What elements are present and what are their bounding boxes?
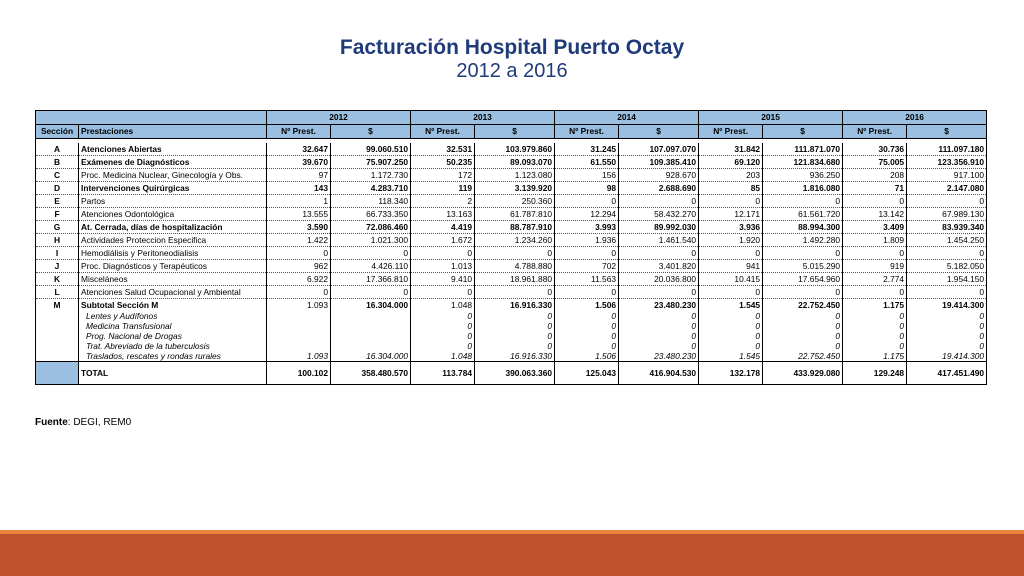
prestacion-name: Proc. Medicina Nuclear, Ginecología y Obs. [79,169,267,182]
billing-table-container [35,110,986,385]
amount-cell: 4.788.880 [475,260,555,273]
amount-cell: 17.366.810 [331,273,411,286]
source-text: : DEGI, REM0 [67,417,132,428]
prest-count-cell: 0 [411,286,475,299]
prest-count-cell: 1.175 [843,299,907,312]
prest-count-cell: 0 [843,195,907,208]
prest-count-cell: 919 [843,260,907,273]
prest-count-cell: 0 [699,311,763,321]
prest-count-cell: 0 [411,321,475,331]
year-header: 2016 [843,111,987,125]
column-header-row [36,125,987,139]
prest-count-header: Nº Prest. [267,125,331,139]
amount-cell: 88.787.910 [475,221,555,234]
amount-cell: 0 [619,311,699,321]
table-row [36,286,987,299]
amount-cell: 89.992.030 [619,221,699,234]
source-label: Fuente [35,417,68,428]
amount-header: $ [907,125,987,139]
prest-count-cell: 0 [555,195,619,208]
prestacion-name: Exámenes de Diagnósticos [79,156,267,169]
prest-count-cell: 0 [699,331,763,341]
prest-count-cell: 1.809 [843,234,907,247]
amount-cell: 17.654.960 [763,273,843,286]
amount-cell: 390.063.360 [475,362,555,385]
amount-cell: 19.414.300 [907,299,987,312]
prest-count-cell [267,341,331,351]
amount-cell: 0 [763,247,843,260]
prest-count-cell [267,311,331,321]
billing-table [35,110,987,385]
amount-cell: 358.480.570 [331,362,411,385]
table-row [36,234,987,247]
prest-count-cell: 13.142 [843,208,907,221]
amount-cell: 0 [907,341,987,351]
prest-count-cell: 0 [843,311,907,321]
amount-cell: 0 [619,331,699,341]
amount-cell: 0 [907,247,987,260]
prest-count-cell: 0 [699,195,763,208]
amount-cell: 0 [331,247,411,260]
amount-cell: 0 [763,286,843,299]
prestacion-name: Misceláneos [79,273,267,286]
amount-cell: 0 [907,331,987,341]
amount-cell [331,321,411,331]
prest-count-cell: 69.120 [699,156,763,169]
prestacion-name: Hemodiálisis y Peritoneodialisis [79,247,267,260]
amount-header: $ [619,125,699,139]
prest-count-cell: 4.419 [411,221,475,234]
amount-header: $ [475,125,555,139]
amount-cell: 123.356.910 [907,156,987,169]
prest-count-cell: 1 [267,195,331,208]
prest-count-cell: 172 [411,169,475,182]
amount-cell: 4.283.710 [331,182,411,195]
prest-count-cell: 143 [267,182,331,195]
prest-count-cell: 3.409 [843,221,907,234]
prest-count-cell: 31.842 [699,143,763,156]
amount-cell: 0 [907,195,987,208]
table-row [36,311,987,321]
amount-cell: 1.454.250 [907,234,987,247]
prest-count-cell: 0 [267,286,331,299]
section-header: Sección [36,125,79,139]
amount-cell: 16.304.000 [331,351,411,362]
section-code: D [36,182,79,195]
prest-count-cell: 1.920 [699,234,763,247]
prest-count-cell: 0 [267,247,331,260]
prestacion-name: Traslados, rescates y rondas rurales [79,351,267,362]
prest-count-cell: 0 [699,341,763,351]
table-row [36,321,987,331]
amount-cell: 107.097.070 [619,143,699,156]
prest-count-header: Nº Prest. [699,125,763,139]
table-row [36,221,987,234]
table-body [36,139,987,385]
table-row [36,247,987,260]
section-code: J [36,260,79,273]
prest-count-cell: 1.048 [411,299,475,312]
amount-cell: 88.994.300 [763,221,843,234]
prest-count-cell: 2 [411,195,475,208]
section-code: G [36,221,79,234]
year-header: 2013 [411,111,555,125]
table-row [36,195,987,208]
prest-count-cell: 12.171 [699,208,763,221]
prest-count-cell: 0 [555,341,619,351]
amount-cell: 3.401.820 [619,260,699,273]
amount-cell: 1.021.300 [331,234,411,247]
prest-count-cell: 1.048 [411,351,475,362]
amount-cell: 0 [763,195,843,208]
prest-count-cell: 0 [699,321,763,331]
footer-band [0,534,1024,576]
amount-cell: 1.234.260 [475,234,555,247]
amount-cell: 417.451.490 [907,362,987,385]
prest-count-cell: 0 [555,286,619,299]
amount-cell [331,331,411,341]
amount-cell: 3.139.920 [475,182,555,195]
prest-count-cell: 208 [843,169,907,182]
table-row [36,299,987,312]
prest-count-cell: 3.590 [267,221,331,234]
year-header: 2014 [555,111,699,125]
amount-cell: 103.979.860 [475,143,555,156]
amount-cell: 118.340 [331,195,411,208]
page-title: Facturación Hospital Puerto Octay [339,36,685,59]
prest-count-cell: 13.163 [411,208,475,221]
prest-count-cell: 6.922 [267,273,331,286]
year-header-spacer [36,111,267,125]
amount-cell: 23.480.230 [619,299,699,312]
prest-count-cell: 0 [555,331,619,341]
year-header: 2015 [699,111,843,125]
prest-count-cell: 39.670 [267,156,331,169]
amount-cell: 917.100 [907,169,987,182]
amount-cell: 250.360 [475,195,555,208]
amount-cell: 0 [619,321,699,331]
prest-count-cell: 2.774 [843,273,907,286]
prest-count-cell: 1.672 [411,234,475,247]
prest-count-cell: 71 [843,182,907,195]
table-row [36,331,987,341]
amount-cell: 1.172.730 [331,169,411,182]
amount-cell: 433.929.080 [763,362,843,385]
prest-count-cell: 61.550 [555,156,619,169]
amount-cell [331,311,411,321]
amount-cell: 19.414.300 [907,351,987,362]
amount-cell: 0 [331,286,411,299]
prest-count-cell: 32.647 [267,143,331,156]
amount-cell: 67.989.130 [907,208,987,221]
section-code: E [36,195,79,208]
amount-cell: 23.480.230 [619,351,699,362]
section-code: L [36,286,79,299]
amount-cell: 111.097.180 [907,143,987,156]
source-note [35,417,131,428]
prest-count-cell: 31.245 [555,143,619,156]
table-row [36,143,987,156]
section-code [36,331,79,341]
prest-count-cell: 1.545 [699,351,763,362]
prest-count-cell: 0 [555,321,619,331]
prest-count-cell: 12.294 [555,208,619,221]
prest-count-header: Nº Prest. [555,125,619,139]
prest-count-cell: 0 [843,247,907,260]
amount-cell: 936.250 [763,169,843,182]
table-row [36,169,987,182]
amount-cell: 0 [907,286,987,299]
table-row [36,341,987,351]
amount-cell: 16.916.330 [475,299,555,312]
amount-cell: 0 [907,311,987,321]
prest-count-cell: 0 [843,331,907,341]
prest-count-cell: 11.563 [555,273,619,286]
prest-count-cell: 132.178 [699,362,763,385]
amount-cell [331,341,411,351]
amount-cell: 928.670 [619,169,699,182]
amount-cell: 83.939.340 [907,221,987,234]
amount-cell: 0 [475,321,555,331]
amount-cell: 109.385.410 [619,156,699,169]
amount-cell: 0 [475,286,555,299]
amount-cell: 0 [907,321,987,331]
section-code: C [36,169,79,182]
amount-cell: 89.093.070 [475,156,555,169]
prest-count-cell: 0 [411,247,475,260]
prest-count-cell: 0 [411,341,475,351]
table-row [36,362,987,385]
prest-count-cell: 100.102 [267,362,331,385]
amount-cell: 2.147.080 [907,182,987,195]
amount-cell: 0 [619,341,699,351]
amount-cell: 0 [763,331,843,341]
prest-count-cell: 0 [699,247,763,260]
prest-count-cell: 129.248 [843,362,907,385]
amount-cell: 0 [763,311,843,321]
prestacion-name: Lentes y Audífonos [79,311,267,321]
section-code: A [36,143,79,156]
prestacion-name: Trat. Abreviado de la tuberculosis [79,341,267,351]
prest-count-cell: 98 [555,182,619,195]
prest-count-cell: 941 [699,260,763,273]
prestacion-name: Partos [79,195,267,208]
amount-cell: 72.086.460 [331,221,411,234]
prest-count-cell: 702 [555,260,619,273]
prest-count-cell: 0 [843,321,907,331]
amount-cell: 5.015.290 [763,260,843,273]
prestacion-name: Medicina Transfusional [79,321,267,331]
amount-cell: 0 [475,311,555,321]
table-row [36,260,987,273]
amount-cell: 75.907.250 [331,156,411,169]
amount-cell: 0 [475,341,555,351]
prest-count-cell: 0 [699,286,763,299]
prest-count-cell: 1.545 [699,299,763,312]
prestacion-name: Proc. Diagnósticos y Terapéuticos [79,260,267,273]
amount-cell: 58.432.270 [619,208,699,221]
prest-count-cell: 10.415 [699,273,763,286]
table-row [36,208,987,221]
amount-cell: 0 [763,341,843,351]
prest-count-cell: 1.506 [555,299,619,312]
prestacion-name: Atenciones Salud Ocupacional y Ambiental [79,286,267,299]
amount-cell: 1.123.080 [475,169,555,182]
section-code [36,321,79,331]
amount-cell: 121.834.680 [763,156,843,169]
amount-header: $ [331,125,411,139]
prest-count-header: Nº Prest. [411,125,475,139]
prestacion-name: At. Cerrada, días de hospitalización [79,221,267,234]
section-code: B [36,156,79,169]
prest-count-cell: 30.736 [843,143,907,156]
prest-count-cell: 119 [411,182,475,195]
amount-cell: 2.688.690 [619,182,699,195]
amount-cell: 1.492.280 [763,234,843,247]
amount-cell: 61.561.720 [763,208,843,221]
amount-header: $ [763,125,843,139]
amount-cell: 99.060.510 [331,143,411,156]
amount-cell: 18.961.880 [475,273,555,286]
amount-cell: 16.916.330 [475,351,555,362]
prest-count-cell: 0 [555,311,619,321]
amount-cell: 1.954.150 [907,273,987,286]
amount-cell: 4.426.110 [331,260,411,273]
prestacion-name: Prog. Nacional de Drogas [79,331,267,341]
amount-cell: 22.752.450 [763,351,843,362]
section-code [36,311,79,321]
prest-count-cell: 962 [267,260,331,273]
prestaciones-header: Prestaciones [79,125,267,139]
amount-cell: 416.904.530 [619,362,699,385]
prest-count-cell: 1.175 [843,351,907,362]
prest-count-cell: 156 [555,169,619,182]
amount-cell: 20.036.800 [619,273,699,286]
prest-count-cell: 125.043 [555,362,619,385]
amount-cell: 0 [475,247,555,260]
amount-cell: 22.752.450 [763,299,843,312]
prest-count-cell: 1.506 [555,351,619,362]
prestacion-name: Atenciones Odontológica [79,208,267,221]
prest-count-cell: 203 [699,169,763,182]
table-row [36,273,987,286]
prestacion-name: Intervenciones Quirúrgicas [79,182,267,195]
prest-count-cell: 0 [555,247,619,260]
prest-count-cell: 50.235 [411,156,475,169]
amount-cell: 61.787.810 [475,208,555,221]
page-subtitle: 2012 a 2016 [456,60,568,82]
prest-count-cell: 75.005 [843,156,907,169]
table-row [36,182,987,195]
prest-count-cell: 1.013 [411,260,475,273]
prest-count-cell: 3.936 [699,221,763,234]
prest-count-cell: 0 [411,331,475,341]
amount-cell: 0 [475,331,555,341]
prest-count-cell: 1.093 [267,299,331,312]
amount-cell: 1.461.540 [619,234,699,247]
section-code: H [36,234,79,247]
prest-count-cell: 0 [843,286,907,299]
section-code [36,351,79,362]
amount-cell: 1.816.080 [763,182,843,195]
table-row [36,156,987,169]
prestacion-name: Actividades Proteccion Especifica [79,234,267,247]
prest-count-cell: 113.784 [411,362,475,385]
prestacion-name: Subtotal Sección M [79,299,267,312]
prestacion-name: Atenciones Abiertas [79,143,267,156]
table-row [36,351,987,362]
section-code [36,341,79,351]
prest-count-cell: 0 [411,311,475,321]
prest-count-cell: 0 [843,341,907,351]
prestacion-name: TOTAL [79,362,267,385]
prest-count-cell: 9.410 [411,273,475,286]
prest-count-cell: 32.531 [411,143,475,156]
section-code [36,362,79,385]
section-code: I [36,247,79,260]
prest-count-cell: 3.993 [555,221,619,234]
year-header-row [36,111,987,125]
amount-cell: 111.871.070 [763,143,843,156]
section-code: M [36,299,79,312]
prest-count-cell [267,321,331,331]
amount-cell: 0 [619,195,699,208]
amount-cell: 16.304.000 [331,299,411,312]
prest-count-cell [267,331,331,341]
section-code: F [36,208,79,221]
prest-count-cell: 1.422 [267,234,331,247]
prest-count-cell: 97 [267,169,331,182]
amount-cell: 66.733.350 [331,208,411,221]
amount-cell: 0 [763,321,843,331]
amount-cell: 5.182.050 [907,260,987,273]
section-code: K [36,273,79,286]
prest-count-cell: 85 [699,182,763,195]
amount-cell: 0 [619,286,699,299]
amount-cell: 0 [619,247,699,260]
prest-count-cell: 1.936 [555,234,619,247]
prest-count-cell: 1.093 [267,351,331,362]
prest-count-cell: 13.555 [267,208,331,221]
year-header: 2012 [267,111,411,125]
prest-count-header: Nº Prest. [843,125,907,139]
